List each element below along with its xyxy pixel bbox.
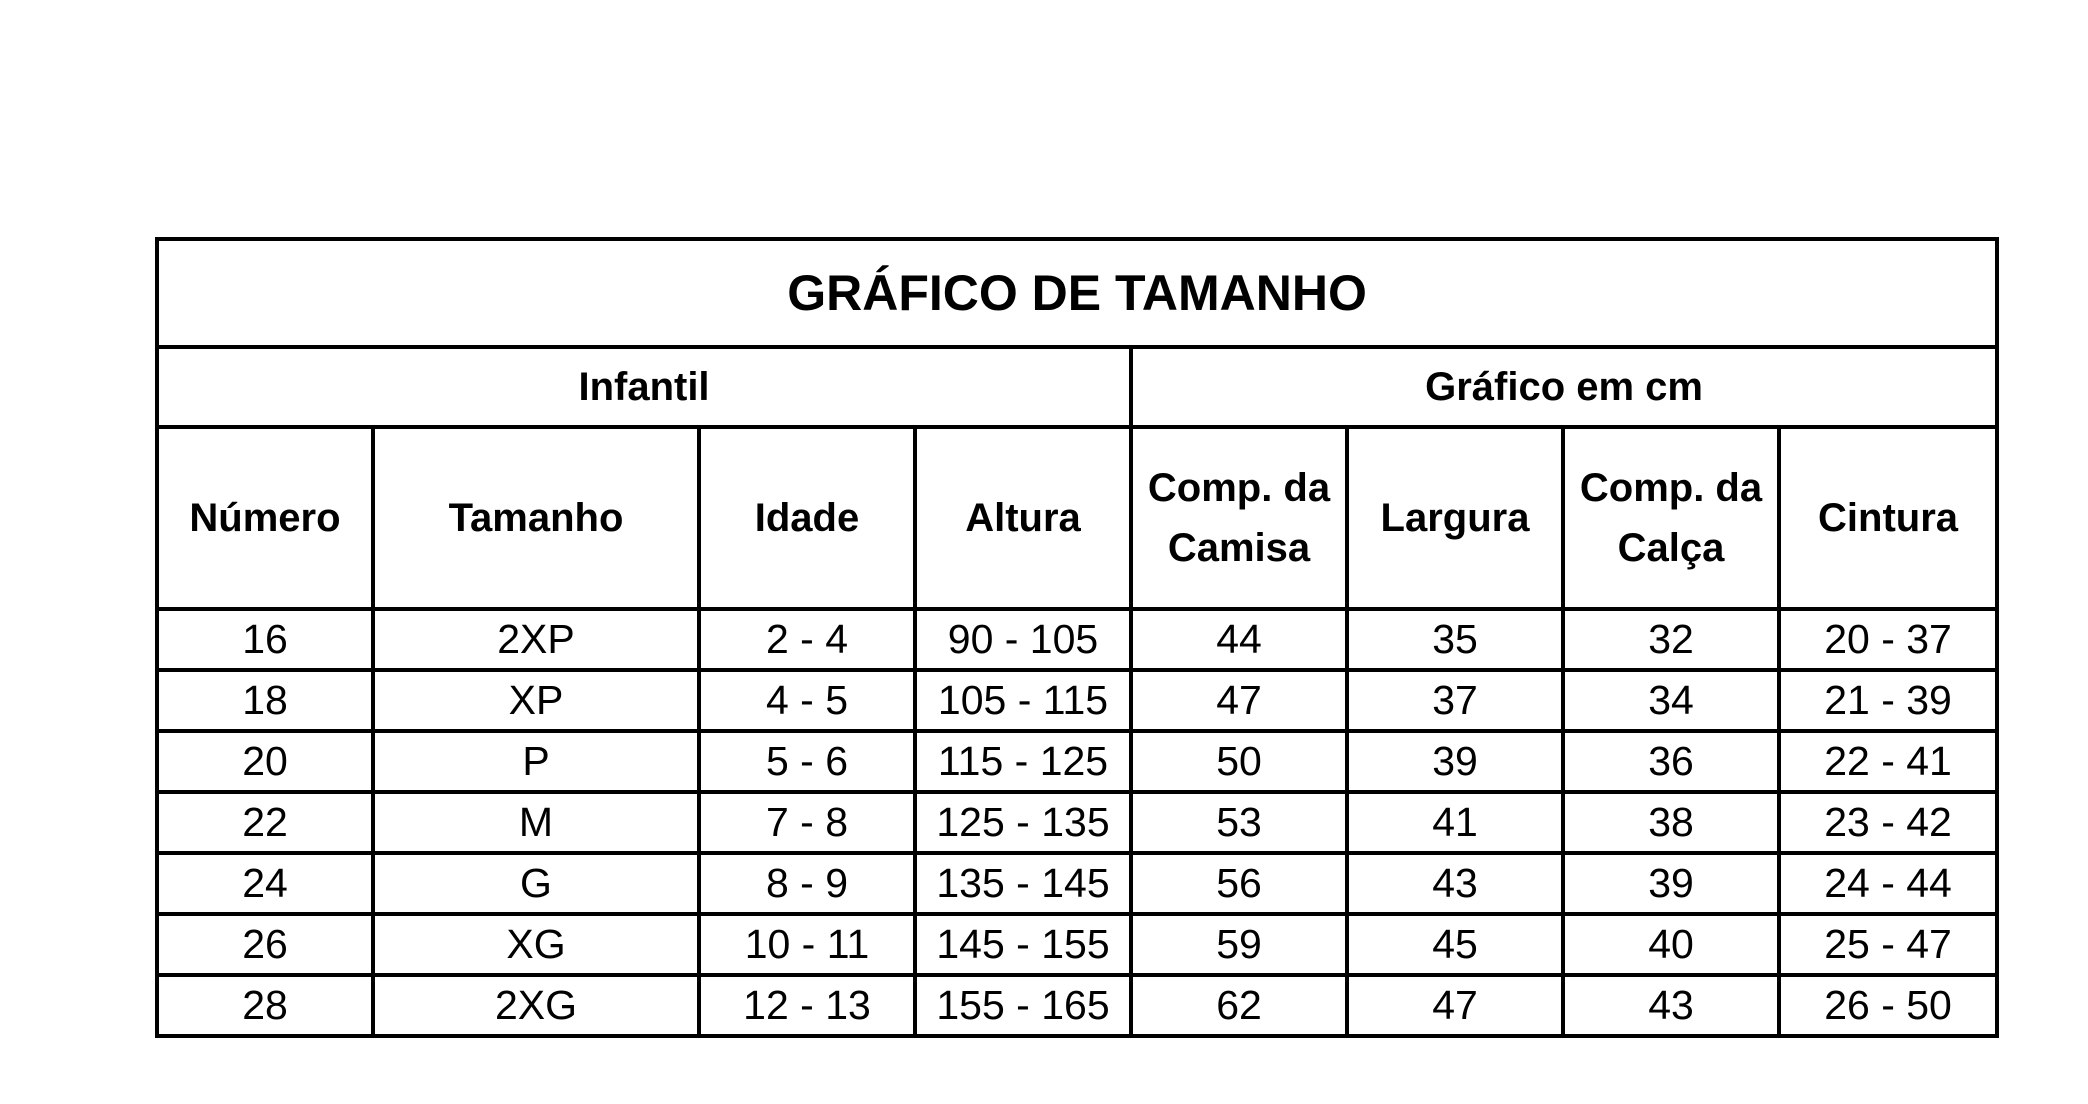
table-row — [157, 792, 1997, 853]
cell-largura: 37 — [1347, 670, 1563, 731]
cell-idade: 8 - 9 — [699, 853, 915, 914]
cell-altura: 90 - 105 — [915, 609, 1131, 670]
cell-tamanho: M — [373, 792, 699, 853]
cell-idade: 12 - 13 — [699, 975, 915, 1036]
cell-largura: 43 — [1347, 853, 1563, 914]
cell-largura: 45 — [1347, 914, 1563, 975]
group-header-row — [157, 347, 1997, 427]
cell-tamanho: 2XP — [373, 609, 699, 670]
column-header-comp-camisa: Comp. da Camisa — [1131, 427, 1347, 609]
cell-numero: 24 — [157, 853, 373, 914]
cell-largura: 35 — [1347, 609, 1563, 670]
cell-numero: 16 — [157, 609, 373, 670]
cell-idade: 4 - 5 — [699, 670, 915, 731]
cell-tamanho: XG — [373, 914, 699, 975]
cell-comp-calca: 39 — [1563, 853, 1779, 914]
cell-cintura: 23 - 42 — [1779, 792, 1997, 853]
cell-comp-camisa: 50 — [1131, 731, 1347, 792]
table-body — [157, 609, 1997, 1036]
column-header-tamanho: Tamanho — [373, 427, 699, 609]
cell-tamanho: 2XG — [373, 975, 699, 1036]
cell-comp-calca: 32 — [1563, 609, 1779, 670]
cell-comp-camisa: 59 — [1131, 914, 1347, 975]
group-grafico-cm: Gráfico em cm — [1131, 347, 1997, 427]
cell-altura: 145 - 155 — [915, 914, 1131, 975]
cell-comp-camisa: 56 — [1131, 853, 1347, 914]
column-header-numero: Número — [157, 427, 373, 609]
cell-idade: 7 - 8 — [699, 792, 915, 853]
cell-idade: 10 - 11 — [699, 914, 915, 975]
cell-comp-calca: 36 — [1563, 731, 1779, 792]
cell-numero: 26 — [157, 914, 373, 975]
column-header-comp-calca: Comp. da Calça — [1563, 427, 1779, 609]
cell-numero: 22 — [157, 792, 373, 853]
cell-largura: 47 — [1347, 975, 1563, 1036]
cell-cintura: 25 - 47 — [1779, 914, 1997, 975]
cell-comp-calca: 38 — [1563, 792, 1779, 853]
cell-comp-camisa: 44 — [1131, 609, 1347, 670]
table-row — [157, 670, 1997, 731]
column-header-largura: Largura — [1347, 427, 1563, 609]
cell-comp-camisa: 47 — [1131, 670, 1347, 731]
cell-comp-camisa: 62 — [1131, 975, 1347, 1036]
table-row — [157, 975, 1997, 1036]
cell-altura: 135 - 145 — [915, 853, 1131, 914]
table-row — [157, 853, 1997, 914]
group-infantil: Infantil — [157, 347, 1131, 427]
cell-altura: 115 - 125 — [915, 731, 1131, 792]
table-title: GRÁFICO DE TAMANHO — [157, 239, 1997, 347]
cell-cintura: 24 - 44 — [1779, 853, 1997, 914]
column-header-cintura: Cintura — [1779, 427, 1997, 609]
cell-numero: 20 — [157, 731, 373, 792]
cell-comp-calca: 40 — [1563, 914, 1779, 975]
cell-altura: 105 - 115 — [915, 670, 1131, 731]
title-row — [157, 239, 1997, 347]
cell-largura: 39 — [1347, 731, 1563, 792]
table-row — [157, 609, 1997, 670]
cell-altura: 155 - 165 — [915, 975, 1131, 1036]
cell-numero: 18 — [157, 670, 373, 731]
cell-comp-camisa: 53 — [1131, 792, 1347, 853]
cell-cintura: 26 - 50 — [1779, 975, 1997, 1036]
cell-idade: 2 - 4 — [699, 609, 915, 670]
cell-cintura: 21 - 39 — [1779, 670, 1997, 731]
column-header-altura: Altura — [915, 427, 1131, 609]
size-chart-table — [155, 237, 1999, 1038]
cell-comp-calca: 34 — [1563, 670, 1779, 731]
cell-tamanho: XP — [373, 670, 699, 731]
cell-largura: 41 — [1347, 792, 1563, 853]
table-row — [157, 914, 1997, 975]
cell-altura: 125 - 135 — [915, 792, 1131, 853]
cell-numero: 28 — [157, 975, 373, 1036]
cell-tamanho: P — [373, 731, 699, 792]
column-header-row — [157, 427, 1997, 609]
table-row — [157, 731, 1997, 792]
column-header-idade: Idade — [699, 427, 915, 609]
cell-cintura: 20 - 37 — [1779, 609, 1997, 670]
cell-idade: 5 - 6 — [699, 731, 915, 792]
cell-cintura: 22 - 41 — [1779, 731, 1997, 792]
cell-tamanho: G — [373, 853, 699, 914]
cell-comp-calca: 43 — [1563, 975, 1779, 1036]
